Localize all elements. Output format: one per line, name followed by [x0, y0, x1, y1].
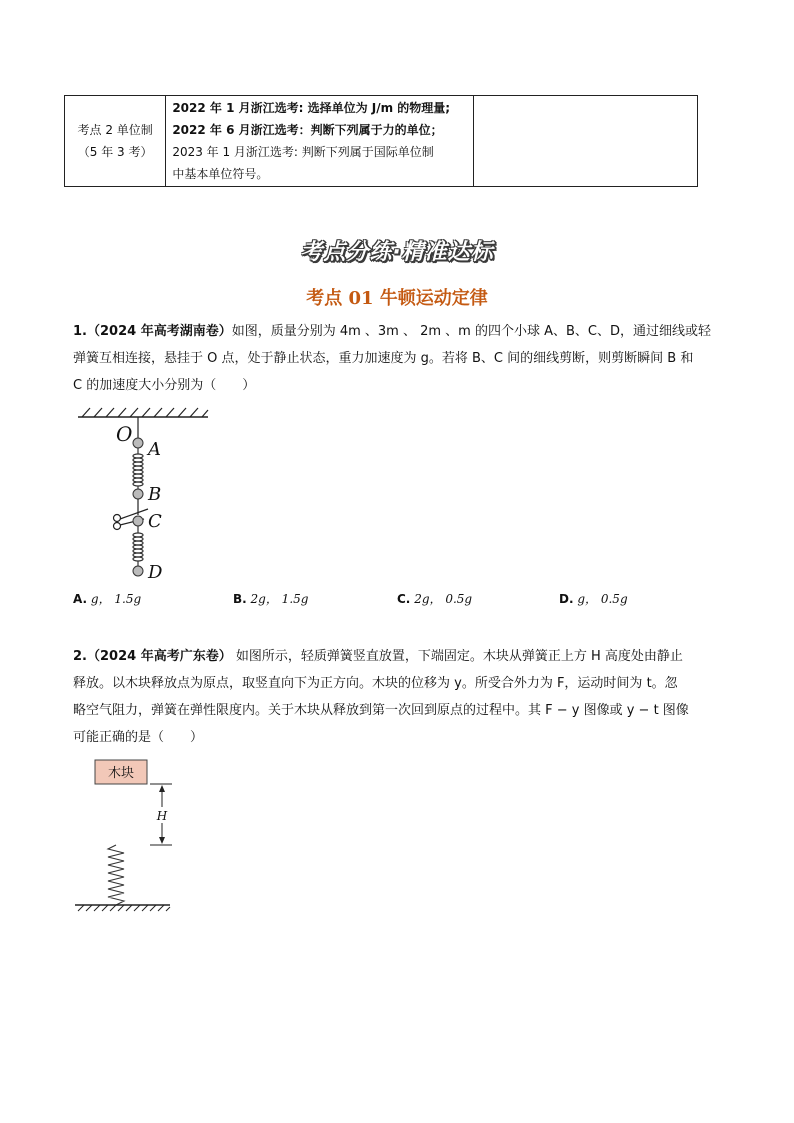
table-content-line2: 2022 年 6 月浙江选考：判断下列属于力的单位；	[172, 123, 443, 137]
option-c-value: 2g， 0.5g	[414, 592, 473, 606]
wood-block-label: 木块	[107, 766, 135, 781]
spring-ab	[133, 448, 143, 490]
ball-c	[133, 516, 143, 526]
option-a-value: g， 1.5g	[90, 592, 142, 606]
banner-title: 考点分练·精准达标	[300, 240, 494, 265]
option-b-value: 2g， 1.5g	[250, 592, 309, 606]
ball-b	[133, 489, 143, 499]
question-2-figure	[70, 755, 190, 915]
option-c-key: C.	[397, 592, 411, 606]
question-1-source: （2024 年高考湖南卷）	[86, 324, 232, 339]
question-1-number: 1.	[73, 324, 87, 339]
spring-cd	[133, 526, 143, 566]
label-h: H	[156, 809, 168, 823]
question-1-figure	[70, 405, 220, 585]
option-a-key: A.	[73, 592, 88, 606]
table-content-line4: 中基本单位符号。	[172, 167, 269, 181]
question-1-line3: C 的加速度大小分别为（ ）	[73, 378, 256, 393]
question-2-line1-text: 如图所示，轻质弹簧竖直放置，下端固定。木块从弹簧正上方 H 高度处由静止	[231, 649, 683, 664]
option-d-value: g， 0.5g	[577, 592, 628, 606]
table-content-cell	[166, 96, 474, 187]
label-c: C	[148, 511, 162, 532]
vertical-spring	[108, 845, 124, 905]
question-2-line3: 略空气阻力，弹簧在弹性限度内。关于木块从释放到第一次回到原点的过程中。其 F − y 图像或 y − t 图像	[73, 703, 689, 718]
question-1-line2: 弹簧互相连接，悬挂于 O 点，处于静止状态，重力加速度为 g。若将 B、C 间的细线剪断，则剪断瞬间 B 和	[73, 351, 694, 366]
question-2-text	[73, 643, 723, 751]
question-1-line1-text: 如图，质量分别为 4m 、3m 、 2m 、m 的四个小球 A、B、C、D，通过细线或轻	[231, 324, 711, 339]
table-content-line3: 2023 年 1 月浙江选考: 判断下列属于国际单位制	[172, 145, 434, 159]
exam-summary-table	[64, 95, 698, 187]
table-row	[65, 96, 698, 187]
question-1-text	[73, 318, 723, 399]
table-content-line1: 2022 年 1 月浙江选考: 选择单位为 J/m 的物理量;	[172, 101, 451, 115]
question-1-line1	[73, 318, 723, 345]
label-a: A	[148, 439, 161, 460]
table-label-cell	[65, 96, 166, 187]
question-2-source: （2024 年高考广东卷）	[86, 649, 232, 664]
option-c[interactable]	[397, 590, 472, 607]
table-label-line1: 考点 2 单位制	[77, 123, 153, 137]
label-o: O	[116, 422, 133, 446]
table-label-line2: （5 年 3 考）	[77, 145, 153, 159]
ceiling-hatch	[82, 408, 208, 417]
label-b: B	[148, 484, 162, 505]
ball-a	[133, 438, 143, 448]
ground-hatch	[78, 905, 170, 911]
question-2-line2: 释放。以木块释放点为原点，取竖直向下为正方向。木块的位移为 y。所受合外力为 F，运动时间为 t。忽	[73, 676, 678, 691]
question-2-line1	[73, 643, 723, 670]
section-title: 考点 01 牛顿运动定律	[306, 288, 488, 309]
option-b[interactable]	[233, 590, 308, 607]
option-b-key: B.	[233, 592, 247, 606]
option-d-key: D.	[559, 592, 574, 606]
table-empty-cell	[474, 96, 698, 187]
question-2-line4: 可能正确的是（ ）	[73, 730, 204, 745]
option-a[interactable]	[73, 590, 141, 607]
question-1-options	[73, 590, 723, 614]
option-d[interactable]	[559, 590, 628, 607]
label-d: D	[148, 562, 163, 583]
ball-d	[133, 566, 143, 576]
question-2-number: 2.	[73, 649, 87, 664]
